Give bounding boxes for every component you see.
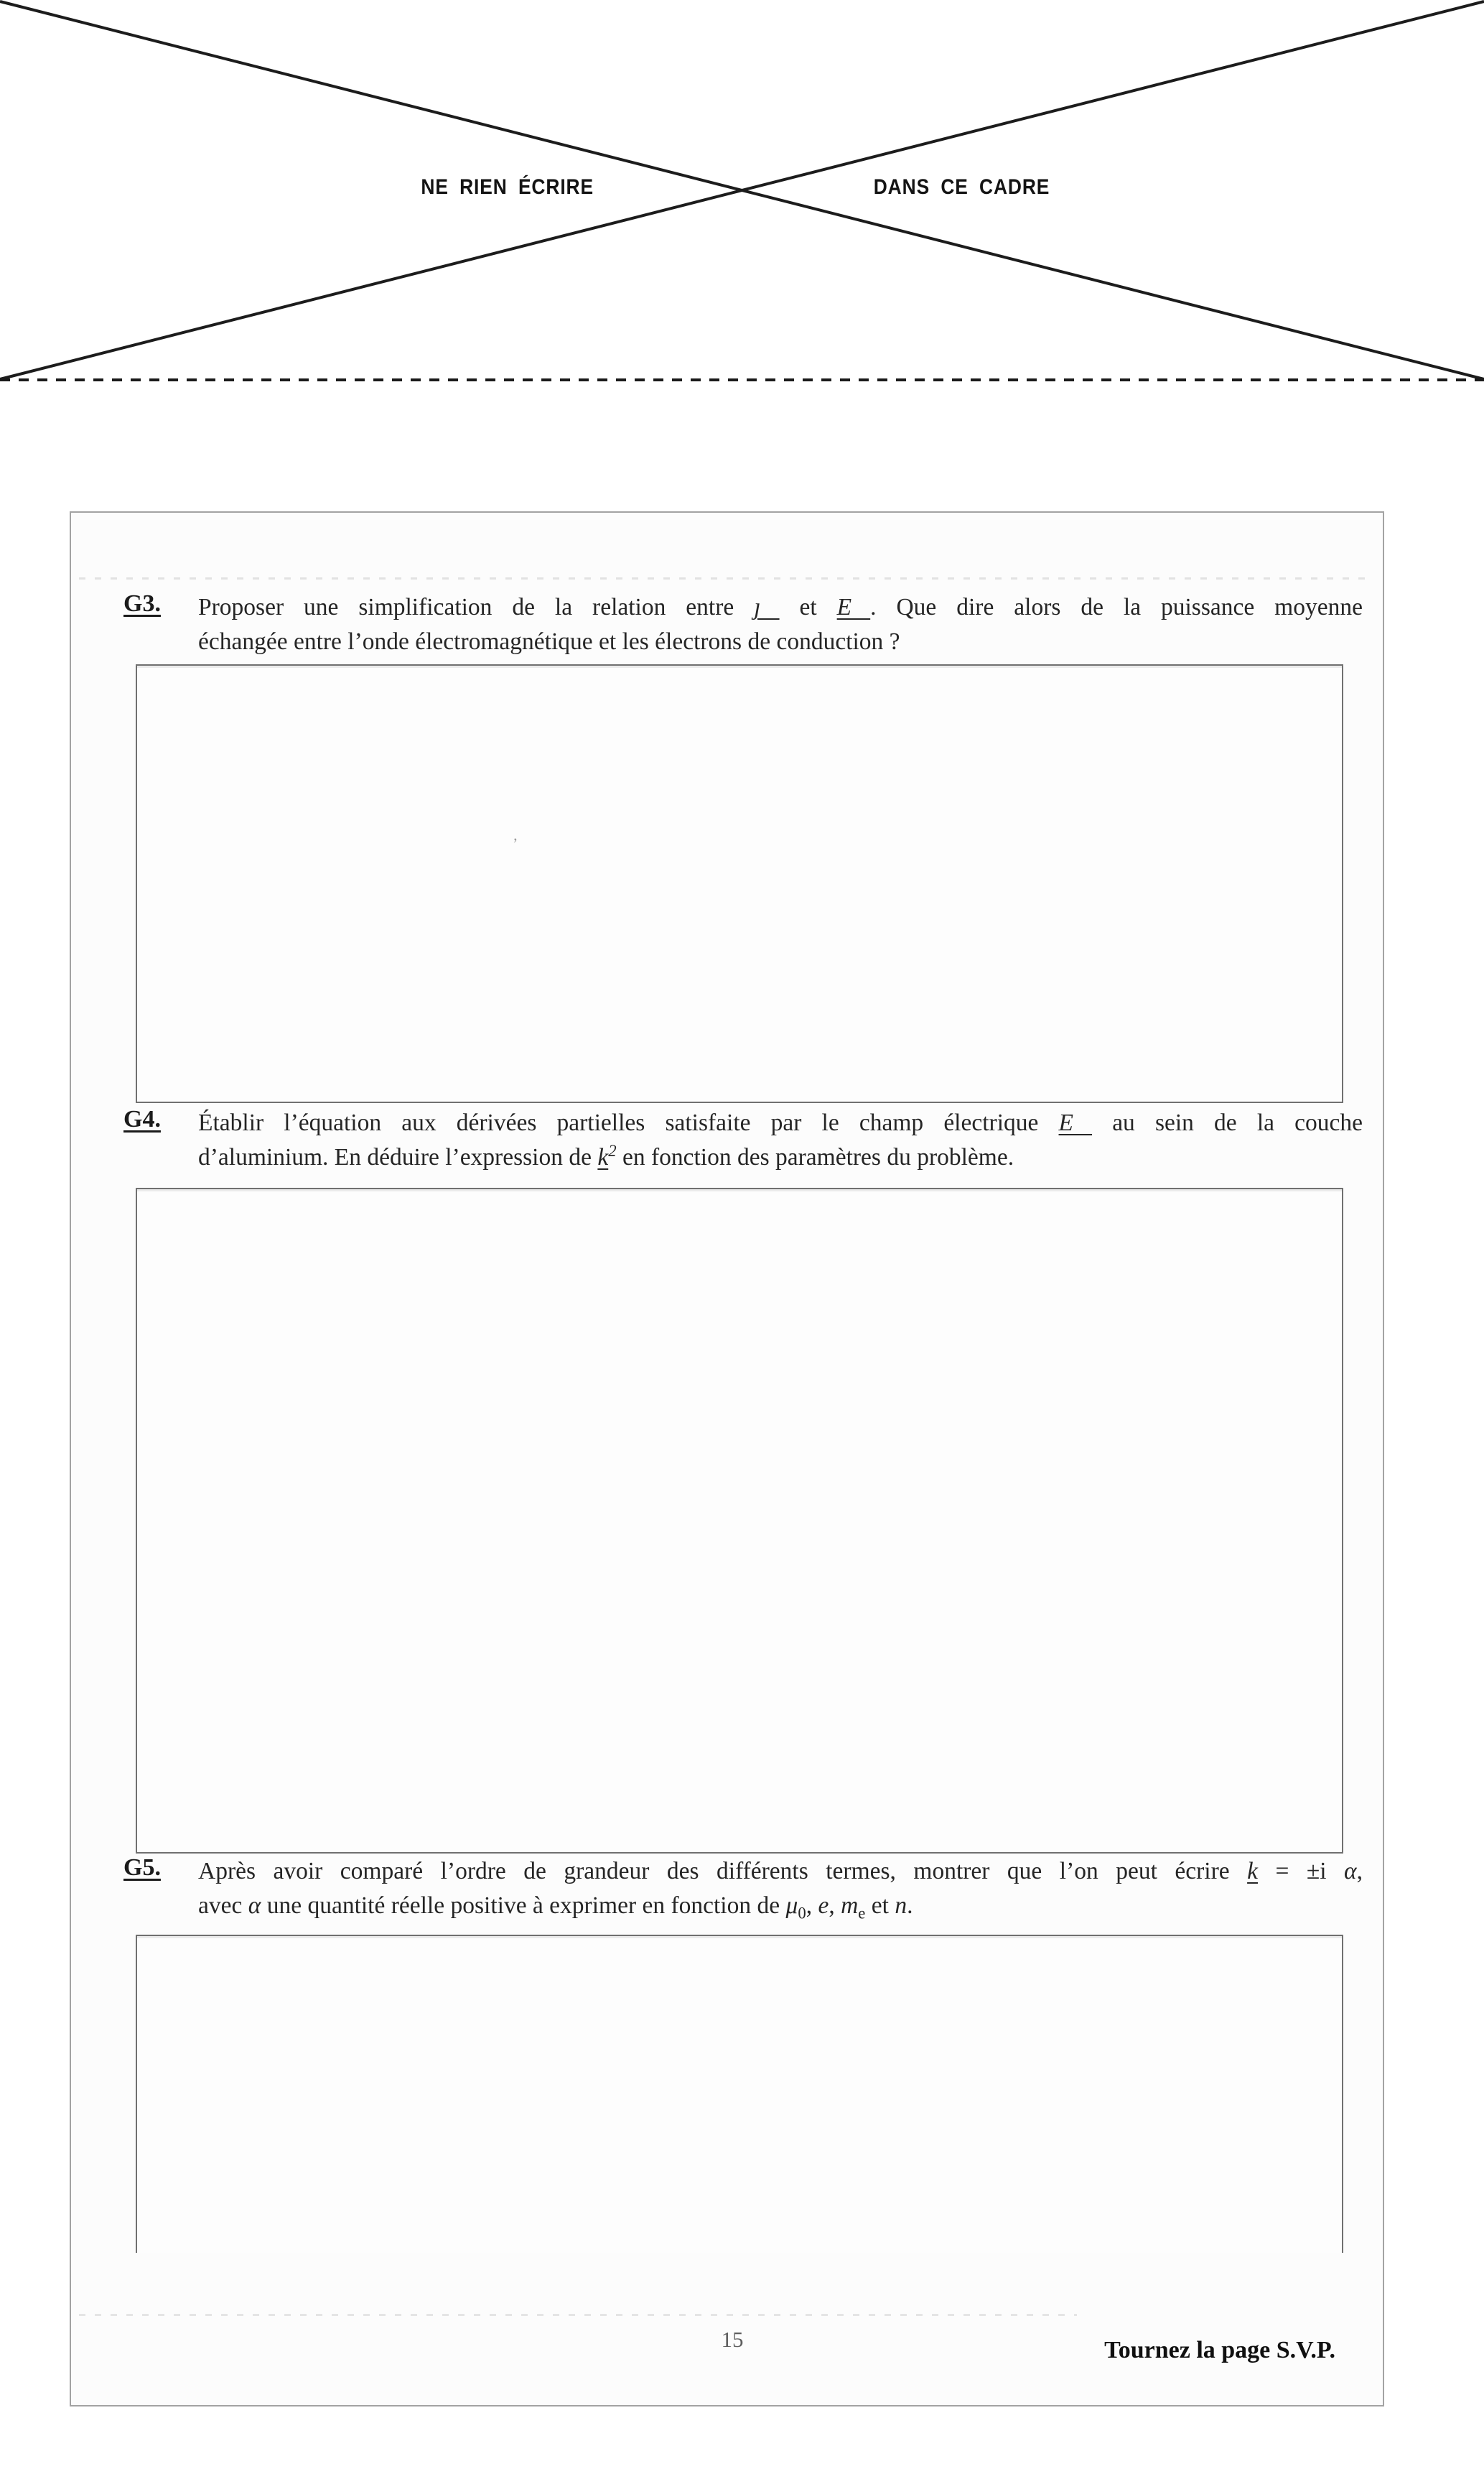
answer-box-g3 bbox=[136, 664, 1343, 1103]
answer-box-g5 bbox=[136, 1935, 1343, 2253]
text-segment: Proposer une simplification de la relation entre bbox=[198, 594, 755, 620]
text-segment: k bbox=[597, 1144, 609, 1171]
text-segment: k bbox=[1247, 1858, 1258, 1884]
text-segment: α bbox=[1344, 1858, 1357, 1884]
text-segment: échangée entre l’onde électromagnétique et les électrons de conduction ? bbox=[198, 628, 900, 655]
text-segment: 0 bbox=[798, 1904, 806, 1922]
text-segment: E⃗ bbox=[836, 594, 871, 620]
frame-label-dans-ce-cadre: DANS CE CADRE bbox=[867, 175, 1056, 200]
question-g3-line-2 bbox=[198, 625, 1363, 659]
text-segment: , bbox=[829, 1892, 841, 1919]
turn-page-note: Tournez la page S.V.P. bbox=[1104, 2337, 1335, 2363]
text-segment: α bbox=[248, 1892, 261, 1919]
text-segment: m bbox=[841, 1892, 859, 1919]
text-segment: et bbox=[779, 594, 837, 620]
question-g5-label: G5. bbox=[123, 1854, 161, 1881]
question-g4-line-1 bbox=[198, 1106, 1363, 1140]
answer-box-g4 bbox=[136, 1188, 1343, 1854]
question-g4-text bbox=[198, 1106, 1363, 1175]
text-segment: E⃗ bbox=[1058, 1110, 1093, 1136]
text-segment: en fonction des paramètres du problème. bbox=[616, 1144, 1014, 1171]
do-not-write-cross bbox=[0, 0, 1484, 384]
text-segment: = ±i bbox=[1257, 1858, 1345, 1884]
text-segment: μ bbox=[785, 1892, 798, 1919]
stray-pen-mark: ’ bbox=[513, 834, 518, 852]
question-g5-line-1 bbox=[198, 1854, 1363, 1889]
text-segment: Après avoir comparé l’ordre de grandeur des différents termes, montrer que l’on peut écrire bbox=[198, 1858, 1248, 1884]
question-g4-line-2 bbox=[198, 1140, 1363, 1175]
text-segment: Établir l’équation aux dérivées partielles satisfaite par le champ électrique bbox=[198, 1110, 1059, 1136]
frame-label-ne-rien-ecrire: NE RIEN ÉCRIRE bbox=[415, 175, 600, 200]
text-segment: 2 bbox=[608, 1141, 617, 1160]
text-segment: au sein de la couche bbox=[1092, 1110, 1363, 1136]
question-g3-label: G3. bbox=[123, 590, 161, 617]
dashed-cut-line bbox=[0, 378, 1484, 381]
scan-artifact-line bbox=[79, 2314, 1077, 2316]
text-segment: , bbox=[1356, 1858, 1363, 1884]
text-segment: avec bbox=[198, 1892, 248, 1919]
page-number: 15 bbox=[721, 2327, 744, 2352]
text-segment: et bbox=[865, 1892, 895, 1919]
text-segment: n bbox=[895, 1892, 907, 1919]
text-segment: ȷ⃗ bbox=[754, 594, 780, 620]
question-g4-label: G4. bbox=[123, 1106, 161, 1133]
text-segment: . Que dire alors de la puissance moyenne bbox=[870, 594, 1363, 620]
text-segment: d’aluminium. En déduire l’expression de bbox=[198, 1144, 598, 1171]
scan-artifact-line bbox=[79, 577, 1371, 580]
text-segment: e bbox=[858, 1904, 866, 1922]
question-g5-line-2 bbox=[198, 1889, 1363, 1923]
question-g5-text bbox=[198, 1854, 1363, 1923]
question-g3-text bbox=[198, 590, 1363, 659]
question-g3-line-1 bbox=[198, 590, 1363, 625]
text-segment: , bbox=[806, 1892, 818, 1919]
text-segment: une quantité réelle positive à exprimer en fonction de bbox=[261, 1892, 786, 1919]
text-segment: . bbox=[907, 1892, 913, 1919]
text-segment: e bbox=[818, 1892, 829, 1919]
